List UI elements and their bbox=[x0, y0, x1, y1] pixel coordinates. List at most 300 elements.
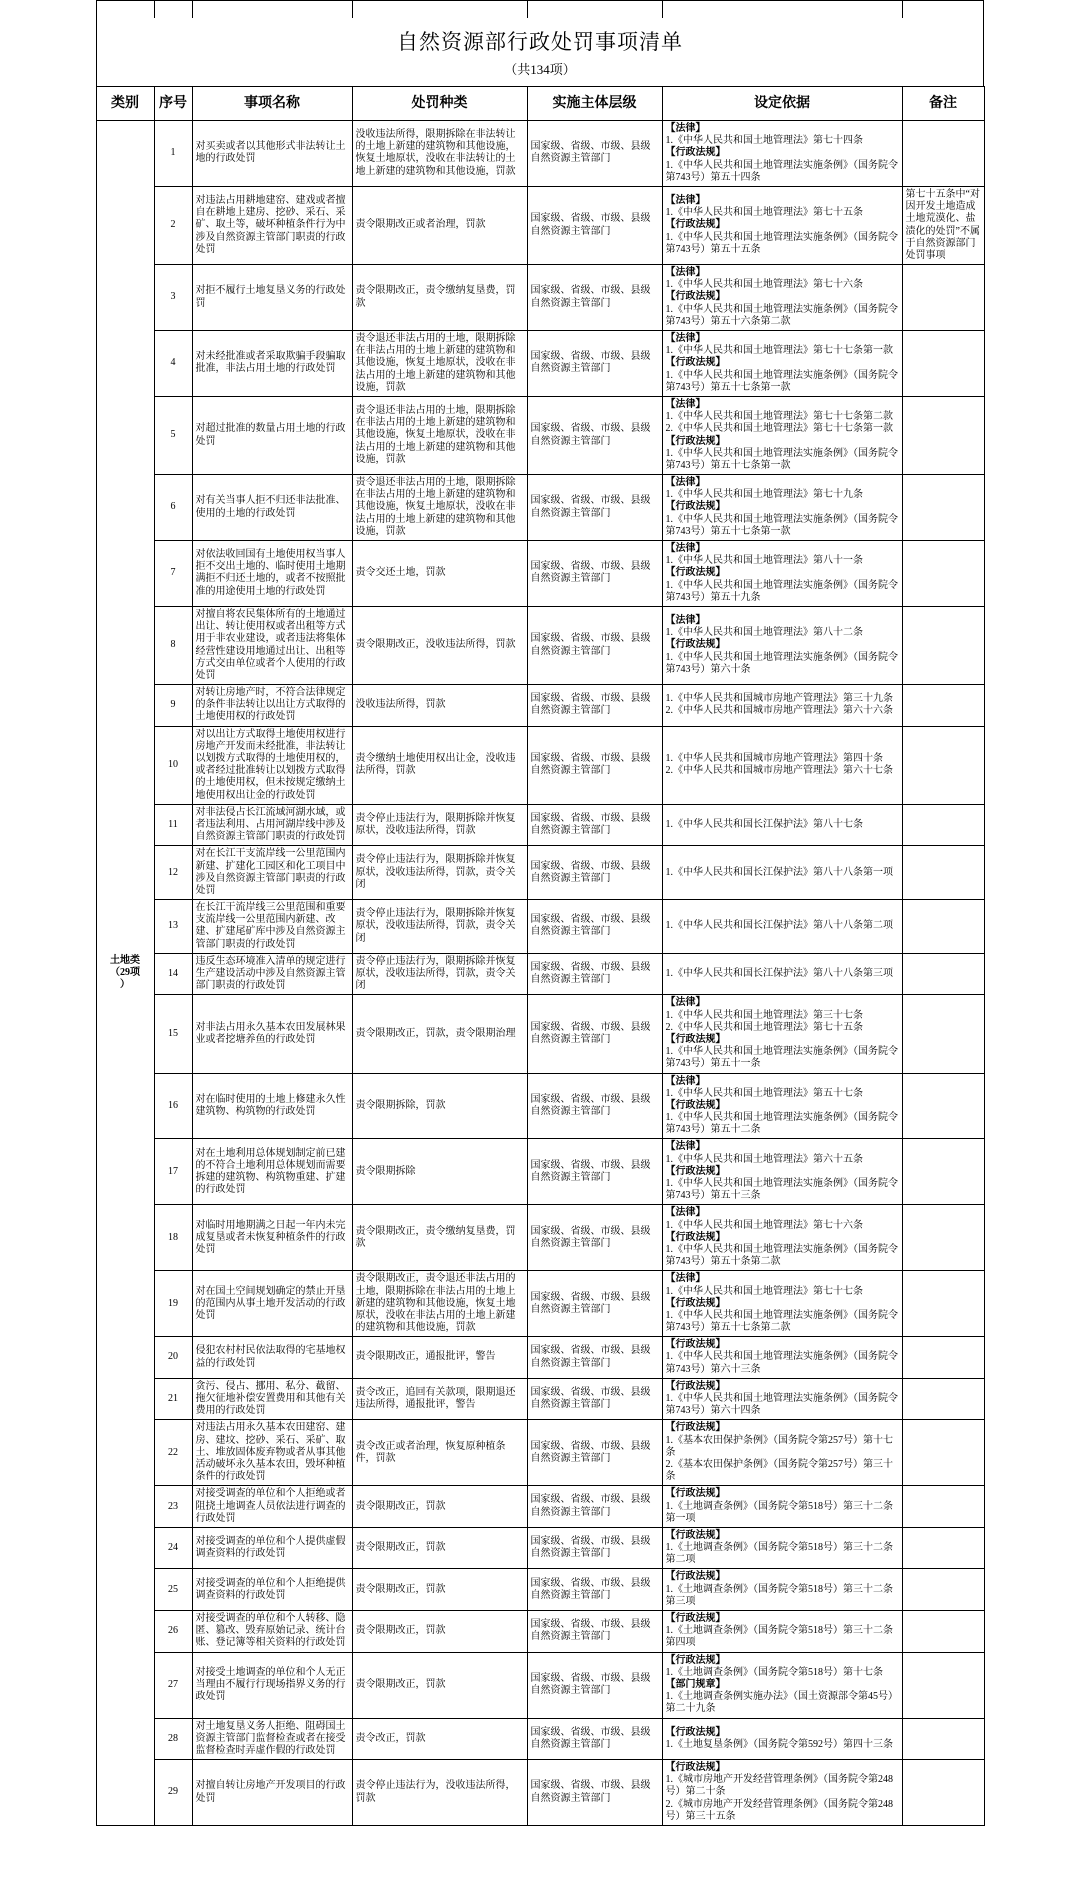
cell-implementing-authority: 国家级、省级、市级、县级自然资源主管部门 bbox=[527, 995, 662, 1073]
legal-basis-line: 【法律】 bbox=[665, 615, 706, 627]
table-row bbox=[96, 900, 984, 954]
table-row bbox=[96, 953, 984, 995]
strip-cell-basis bbox=[663, 1, 903, 18]
legal-basis-line: 【行政法规】 bbox=[665, 1033, 726, 1045]
table-row bbox=[96, 606, 984, 684]
legal-basis-line: 2.《中华人民共和国城市房地产管理法》第六十七条 bbox=[665, 765, 893, 777]
legal-basis-line: 1.《中华人民共和国土地管理法》第七十七条 bbox=[665, 1285, 863, 1297]
header-no: 序号 bbox=[154, 87, 192, 121]
cell-penalty-type: 没收违法所得，罚款 bbox=[352, 685, 527, 727]
cell-remark: 第七十五条中“对因开发土地造成土地荒漠化、盐渍化的处罚”不属于自然资源部门处罚事项 bbox=[902, 186, 984, 264]
cell-item-name: 对接受调查的单位和个人拒绝提供调查资料的行政处罚 bbox=[192, 1569, 352, 1611]
legal-basis-line: 2.《城市房地产开发经营管理条例》（国务院令第248号）第三十五条 bbox=[665, 1798, 893, 1822]
header-note: 备注 bbox=[902, 87, 984, 121]
legal-basis-line: 【法律】 bbox=[665, 398, 706, 410]
cell-penalty-type: 责令限期改正，通报批评，警告 bbox=[352, 1337, 527, 1379]
strip-cell-category bbox=[97, 1, 155, 18]
cell-legal-basis bbox=[662, 121, 902, 187]
cell-item-name: 对临时用地期满之日起一年内未完成复垦或者未恢复种植条件的行政处罚 bbox=[192, 1205, 352, 1271]
cell-penalty-type: 没收违法所得，限期拆除在非法转让的土地上新建的建筑物和其他设施，恢复土地原状，没收在非法转让的土地上新建的建筑物和其他设施，罚款 bbox=[352, 121, 527, 187]
cell-remark bbox=[902, 265, 984, 331]
cell-item-name: 对超过批准的数量占用土地的行政处罚 bbox=[192, 396, 352, 474]
cell-item-name: 对违法占用永久基本农田建窑、建房、建坟、挖砂、采石、采矿、取土、堆放固体废弃物或者从事其他活动破坏永久基本农田，毁坏种植条件的行政处罚 bbox=[192, 1420, 352, 1486]
cell-implementing-authority: 国家级、省级、市级、县级自然资源主管部门 bbox=[527, 1420, 662, 1486]
legal-basis-line: 1.《土地复垦条例》（国务院令第592号）第四十三条 bbox=[665, 1738, 893, 1750]
cell-item-name: 对在临时使用的土地上修建永久性建筑物、构筑物的行政处罚 bbox=[192, 1073, 352, 1139]
legal-basis-line: 1.《中华人民共和国土地管理法》第七十七条第二款 bbox=[665, 411, 893, 423]
legal-basis-line: 1.《中华人民共和国土地管理法》第三十七条 bbox=[665, 1009, 863, 1021]
legal-basis-line: 1.《中华人民共和国土地管理法实施条例》（国务院令第743号）第六十三条 bbox=[665, 1351, 898, 1375]
legal-basis-line: 1.《土地调查条例》（国务院令第518号）第三十二条第一项 bbox=[665, 1500, 893, 1524]
legal-basis-line: 【行政法规】 bbox=[665, 219, 726, 231]
legal-basis-line: 1.《城市房地产开发经营管理条例》（国务院令第248号）第二十条 bbox=[665, 1774, 893, 1798]
legal-basis-line: 1.《中华人民共和国土地管理法》第五十七条 bbox=[665, 1087, 863, 1099]
cell-remark bbox=[902, 726, 984, 804]
cell-penalty-type: 责令限期拆除 bbox=[352, 1139, 527, 1205]
cell-remark bbox=[902, 846, 984, 900]
table-row bbox=[96, 1271, 984, 1337]
legal-basis-line: 1.《中华人民共和国土地管理法实施条例》（国务院令第743号）第五十七条第一款 bbox=[665, 369, 898, 393]
cell-penalty-type: 责令缴纳土地使用权出让金，没收违法所得，罚款 bbox=[352, 726, 527, 804]
cell-legal-basis bbox=[662, 804, 902, 846]
legal-basis-line: 【行政法规】 bbox=[665, 1488, 726, 1500]
cell-penalty-type: 责令限期改正，责令缴纳复垦费，罚款 bbox=[352, 265, 527, 331]
legal-basis-line: 1.《中华人民共和国土地管理法实施条例》（国务院令第743号）第五十四条 bbox=[665, 159, 898, 183]
penalty-items-table bbox=[96, 86, 985, 1826]
cell-serial-number: 12 bbox=[154, 846, 192, 900]
cell-serial-number: 11 bbox=[154, 804, 192, 846]
legal-basis-line: 2.《中华人民共和国土地管理法》第七十五条 bbox=[665, 1021, 863, 1033]
cell-penalty-type: 责令限期改正，罚款 bbox=[352, 1569, 527, 1611]
table-row bbox=[96, 1569, 984, 1611]
cell-legal-basis bbox=[662, 331, 902, 397]
legal-basis-line: 【行政法规】 bbox=[665, 1165, 726, 1177]
legal-basis-line: 【行政法规】 bbox=[665, 1762, 726, 1774]
cell-remark bbox=[902, 1271, 984, 1337]
cell-item-name: 对在土地利用总体规划制定前已建的不符合土地利用总体规划而需要拆建的建筑物、构筑物重建、扩建的行政处罚 bbox=[192, 1139, 352, 1205]
table-row bbox=[96, 1611, 984, 1653]
cell-remark bbox=[902, 1652, 984, 1718]
legal-basis-line: 1.《中华人民共和国土地管理法》第七十四条 bbox=[665, 135, 863, 147]
cell-penalty-type: 责令停止违法行为，限期拆除并恢复原状，没收违法所得，罚款，责令关闭 bbox=[352, 900, 527, 954]
legal-basis-line: 1.《土地调查条例》（国务院令第518号）第三十二条第三项 bbox=[665, 1583, 893, 1607]
cell-legal-basis bbox=[662, 1760, 902, 1826]
cell-implementing-authority: 国家级、省级、市级、县级自然资源主管部门 bbox=[527, 726, 662, 804]
cell-serial-number: 21 bbox=[154, 1378, 192, 1420]
cell-legal-basis bbox=[662, 1205, 902, 1271]
cell-remark bbox=[902, 1527, 984, 1569]
cell-penalty-type: 责令限期改正或者治理，罚款 bbox=[352, 186, 527, 264]
legal-basis-line: 1.《中华人民共和国土地管理法实施条例》（国务院令第743号）第五十七条第二款 bbox=[665, 1309, 898, 1334]
table-row bbox=[96, 726, 984, 804]
table-row bbox=[96, 1527, 984, 1569]
legal-basis-line: 1.《中华人民共和国土地管理法》第八十一条 bbox=[665, 555, 863, 567]
cell-serial-number: 17 bbox=[154, 1139, 192, 1205]
cell-penalty-type: 责令限期改正，责令退还非法占用的土地，限期拆除在非法占用的土地上新建的建筑物和其他设施，恢复土地原状，没收在非法占用的土地上新建的建筑物和其他设施，罚款 bbox=[352, 1271, 527, 1337]
cell-implementing-authority: 国家级、省级、市级、县级自然资源主管部门 bbox=[527, 265, 662, 331]
cell-remark bbox=[902, 1611, 984, 1653]
cell-remark bbox=[902, 475, 984, 541]
cell-remark bbox=[902, 1073, 984, 1139]
cell-remark bbox=[902, 331, 984, 397]
cell-legal-basis bbox=[662, 265, 902, 331]
cell-penalty-type: 责令退还非法占用的土地，限期拆除在非法占用的土地上新建的建筑物和其他设施，恢复土地原状，没收在非法占用的土地上新建的建筑物和其他设施，罚款 bbox=[352, 475, 527, 541]
cell-item-name: 对依法收回国有土地使用权当事人拒不交出土地的、临时使用土地期满拒不归还土地的，或者不按照批准的用途使用土地的行政处罚 bbox=[192, 541, 352, 607]
cell-implementing-authority: 国家级、省级、市级、县级自然资源主管部门 bbox=[527, 606, 662, 684]
cell-item-name: 对接受土地调查的单位和个人无正当理由不履行行现场指界义务的行政处罚 bbox=[192, 1652, 352, 1718]
cell-remark bbox=[902, 1760, 984, 1826]
cell-serial-number: 24 bbox=[154, 1527, 192, 1569]
category-line: ） bbox=[120, 979, 130, 991]
cell-remark bbox=[902, 1337, 984, 1379]
table-row bbox=[96, 1486, 984, 1528]
table-row bbox=[96, 265, 984, 331]
legal-basis-line: 【行政法规】 bbox=[665, 1231, 726, 1243]
cell-legal-basis bbox=[662, 541, 902, 607]
cell-serial-number: 14 bbox=[154, 953, 192, 995]
table-row bbox=[96, 995, 984, 1073]
legal-basis-line: 【行政法规】 bbox=[665, 639, 726, 651]
cell-serial-number: 9 bbox=[154, 685, 192, 727]
cell-legal-basis bbox=[662, 1527, 902, 1569]
cell-serial-number: 18 bbox=[154, 1205, 192, 1271]
legal-basis-line: 【部门规章】 bbox=[665, 1678, 726, 1690]
cell-serial-number: 8 bbox=[154, 606, 192, 684]
document-title: 自然资源部行政处罚事项清单 bbox=[397, 30, 683, 54]
legal-basis-line: 【法律】 bbox=[665, 1207, 706, 1219]
table-row bbox=[96, 1337, 984, 1379]
legal-basis-line: 1.《中华人民共和国长江保护法》第八十八条第三项 bbox=[665, 968, 893, 979]
legal-basis-line: 1.《中华人民共和国城市房地产管理法》第四十条 bbox=[665, 753, 883, 764]
legal-basis-line: 1.《中华人民共和国土地管理法实施条例》（国务院令第743号）第五十六条第二款 bbox=[665, 303, 898, 327]
cell-legal-basis bbox=[662, 1073, 902, 1139]
cell-implementing-authority: 国家级、省级、市级、县级自然资源主管部门 bbox=[527, 475, 662, 541]
cell-item-name: 侵犯农村村民依法取得的宅基地权益的行政处罚 bbox=[192, 1337, 352, 1379]
cell-serial-number: 13 bbox=[154, 900, 192, 954]
cell-remark bbox=[902, 396, 984, 474]
category-line: 土地类 bbox=[110, 954, 140, 966]
cell-serial-number: 23 bbox=[154, 1486, 192, 1528]
cell-serial-number: 29 bbox=[154, 1760, 192, 1826]
cell-remark bbox=[902, 995, 984, 1073]
cell-legal-basis bbox=[662, 186, 902, 264]
cell-implementing-authority: 国家级、省级、市级、县级自然资源主管部门 bbox=[527, 846, 662, 900]
cell-legal-basis bbox=[662, 995, 902, 1073]
cell-implementing-authority: 国家级、省级、市级、县级自然资源主管部门 bbox=[527, 121, 662, 187]
top-column-strip bbox=[96, 0, 984, 18]
cell-implementing-authority: 国家级、省级、市级、县级自然资源主管部门 bbox=[527, 804, 662, 846]
cell-penalty-type: 责令限期改正，罚款 bbox=[352, 1486, 527, 1528]
cell-legal-basis bbox=[662, 1420, 902, 1486]
table-row bbox=[96, 1073, 984, 1139]
cell-penalty-type: 责令改正，罚款 bbox=[352, 1718, 527, 1760]
cell-implementing-authority: 国家级、省级、市级、县级自然资源主管部门 bbox=[527, 1139, 662, 1205]
cell-legal-basis bbox=[662, 726, 902, 804]
table-row bbox=[96, 1652, 984, 1718]
cell-item-name: 在长江干流岸线三公里范围和重要支流岸线一公里范围内新建、改建、扩建尾矿库中涉及自然资源主管部门职责的行政处罚 bbox=[192, 900, 352, 954]
cell-remark bbox=[902, 953, 984, 995]
legal-basis-line: 【行政法规】 bbox=[665, 567, 726, 579]
table-row bbox=[96, 121, 984, 187]
cell-legal-basis bbox=[662, 606, 902, 684]
legal-basis-line: 【行政法规】 bbox=[665, 435, 726, 447]
category-line: （29项 bbox=[110, 966, 140, 978]
cell-implementing-authority: 国家级、省级、市级、县级自然资源主管部门 bbox=[527, 186, 662, 264]
cell-item-name: 对擅自转让房地产开发项目的行政处罚 bbox=[192, 1760, 352, 1826]
legal-basis-line: 1.《中华人民共和国土地管理法实施条例》（国务院令第743号）第五十七条第一款 bbox=[665, 513, 898, 537]
legal-basis-line: 1.《土地调查条例》（国务院令第518号）第十七条 bbox=[665, 1666, 883, 1678]
cell-remark bbox=[902, 685, 984, 727]
legal-basis-line: 【行政法规】 bbox=[665, 357, 726, 369]
cell-remark bbox=[902, 1486, 984, 1528]
table-header-row bbox=[96, 87, 984, 121]
header-type: 处罚种类 bbox=[352, 87, 527, 121]
legal-basis-line: 1.《土地调查条例》（国务院令第518号）第三十二条第四项 bbox=[665, 1625, 893, 1649]
cell-serial-number: 26 bbox=[154, 1611, 192, 1653]
cell-remark bbox=[902, 541, 984, 607]
legal-basis-line: 1.《基本农田保护条例》（国务院令第257号）第十七条 bbox=[665, 1434, 893, 1458]
cell-item-name: 对非法占用永久基本农田发展林果业或者挖塘养鱼的行政处罚 bbox=[192, 995, 352, 1073]
legal-basis-line: 【法律】 bbox=[665, 267, 706, 279]
category-cell bbox=[96, 121, 154, 1826]
cell-serial-number: 22 bbox=[154, 1420, 192, 1486]
legal-basis-line: 1.《中华人民共和国土地管理法》第六十五条 bbox=[665, 1153, 863, 1165]
cell-implementing-authority: 国家级、省级、市级、县级自然资源主管部门 bbox=[527, 1569, 662, 1611]
cell-item-name: 对未经批准或者采取欺骗手段骗取批准，非法占用土地的行政处罚 bbox=[192, 331, 352, 397]
legal-basis-line: 1.《中华人民共和国土地管理法实施条例》（国务院令第743号）第六十四条 bbox=[665, 1393, 898, 1417]
cell-item-name: 违反生态环境准入清单的规定进行生产建设活动中涉及自然资源主管部门职责的行政处罚 bbox=[192, 953, 352, 995]
cell-implementing-authority: 国家级、省级、市级、县级自然资源主管部门 bbox=[527, 1271, 662, 1337]
cell-legal-basis bbox=[662, 1652, 902, 1718]
cell-serial-number: 15 bbox=[154, 995, 192, 1073]
cell-penalty-type: 责令停止违法行为，限期拆除并恢复原状，没收违法所得，罚款，责令关闭 bbox=[352, 953, 527, 995]
cell-serial-number: 1 bbox=[154, 121, 192, 187]
cell-legal-basis bbox=[662, 1486, 902, 1528]
legal-basis-line: 【法律】 bbox=[665, 333, 706, 344]
cell-serial-number: 28 bbox=[154, 1718, 192, 1760]
legal-basis-line: 1.《中华人民共和国土地管理法实施条例》（国务院令第743号）第五十九条 bbox=[665, 579, 898, 603]
header-org: 实施主体层级 bbox=[527, 87, 662, 121]
cell-implementing-authority: 国家级、省级、市级、县级自然资源主管部门 bbox=[527, 1073, 662, 1139]
cell-implementing-authority: 国家级、省级、市级、县级自然资源主管部门 bbox=[527, 1378, 662, 1420]
strip-cell-note bbox=[903, 1, 983, 18]
cell-remark bbox=[902, 1718, 984, 1760]
cell-implementing-authority: 国家级、省级、市级、县级自然资源主管部门 bbox=[527, 541, 662, 607]
table-row bbox=[96, 1420, 984, 1486]
cell-serial-number: 10 bbox=[154, 726, 192, 804]
cell-penalty-type: 责令限期改正，罚款 bbox=[352, 1652, 527, 1718]
cell-remark bbox=[902, 1420, 984, 1486]
cell-item-name: 对擅自将农民集体所有的土地通过出让、转让使用权或者出租等方式用于非农业建设，或者违法将集体经营性建设用地通过出让、出租等方式交由单位或者个人使用的行政处罚 bbox=[192, 606, 352, 684]
cell-implementing-authority: 国家级、省级、市级、县级自然资源主管部门 bbox=[527, 1205, 662, 1271]
table-row bbox=[96, 1139, 984, 1205]
table-row bbox=[96, 685, 984, 727]
cell-item-name: 贪污、侵占、挪用、私分、截留、拖欠征地补偿安置费用和其他有关费用的行政处罚 bbox=[192, 1378, 352, 1420]
legal-basis-line: 1.《中华人民共和国长江保护法》第八十八条第一项 bbox=[665, 866, 893, 878]
legal-basis-line: 【行政法规】 bbox=[665, 501, 726, 513]
table-body bbox=[96, 121, 984, 1826]
legal-basis-line: 【法律】 bbox=[665, 1273, 706, 1285]
legal-basis-line: 【行政法规】 bbox=[665, 1654, 726, 1666]
cell-item-name: 对以出让方式取得土地使用权进行房地产开发而未经批准，非法转让以划拨方式取得的土地使用权的，或者经过批准转让以划拨方式取得的土地使用权，但未按规定缴纳土地使用权出让金的行政处罚 bbox=[192, 726, 352, 804]
cell-serial-number: 7 bbox=[154, 541, 192, 607]
cell-remark bbox=[902, 900, 984, 954]
cell-legal-basis bbox=[662, 1378, 902, 1420]
cell-implementing-authority: 国家级、省级、市级、县级自然资源主管部门 bbox=[527, 953, 662, 995]
cell-remark bbox=[902, 1378, 984, 1420]
legal-basis-line: 【行政法规】 bbox=[665, 1339, 726, 1351]
cell-item-name: 对违法占用耕地建窑、建戏或者擅自在耕地上建房、挖砂、采石、采矿、取土等，破坏种植条件行为中涉及自然资源主管部门职责的行政处罚 bbox=[192, 186, 352, 264]
cell-implementing-authority: 国家级、省级、市级、县级自然资源主管部门 bbox=[527, 331, 662, 397]
cell-item-name: 对在国土空间规划确定的禁止开垦的范围内从事土地开发活动的行政处罚 bbox=[192, 1271, 352, 1337]
strip-cell-no bbox=[155, 1, 193, 18]
legal-basis-line: 1.《中华人民共和国土地管理法实施条例》（国务院令第743号）第五十二条 bbox=[665, 1112, 898, 1136]
cell-legal-basis bbox=[662, 900, 902, 954]
legal-basis-line: 1.《中华人民共和国土地管理法实施条例》（国务院令第743号）第五十条第二款 bbox=[665, 1243, 898, 1268]
legal-basis-line: 【行政法规】 bbox=[665, 147, 726, 159]
cell-serial-number: 5 bbox=[154, 396, 192, 474]
legal-basis-line: 1.《中华人民共和国土地管理法》第八十二条 bbox=[665, 627, 863, 639]
cell-penalty-type: 责令限期改正，罚款 bbox=[352, 1611, 527, 1653]
table-row bbox=[96, 541, 984, 607]
cell-penalty-type: 责令交还土地，罚款 bbox=[352, 541, 527, 607]
cell-penalty-type: 责令改正，追回有关款项，限期退还违法所得，通报批评，警告 bbox=[352, 1378, 527, 1420]
cell-item-name: 对有关当事人拒不归还非法批准、使用的土地的行政处罚 bbox=[192, 475, 352, 541]
legal-basis-line: 2.《中华人民共和国城市房地产管理法》第六十六条 bbox=[665, 705, 893, 717]
cell-legal-basis bbox=[662, 953, 902, 995]
table-row bbox=[96, 475, 984, 541]
document-subtitle: （共134项） bbox=[504, 62, 576, 77]
cell-remark bbox=[902, 1139, 984, 1205]
legal-basis-line: 1.《中华人民共和国土地管理法实施条例》（国务院令第743号）第五十七条第一款 bbox=[665, 447, 898, 471]
legal-basis-line: 1.《中华人民共和国长江保护法》第八十八条第二项 bbox=[665, 920, 893, 932]
legal-basis-line: 【法律】 bbox=[665, 1141, 706, 1153]
legal-basis-line: 2.《中华人民共和国土地管理法》第七十七条第一款 bbox=[665, 423, 893, 435]
legal-basis-line: 【法律】 bbox=[665, 1075, 706, 1087]
cell-implementing-authority: 国家级、省级、市级、县级自然资源主管部门 bbox=[527, 1652, 662, 1718]
legal-basis-line: 【行政法规】 bbox=[665, 1726, 726, 1738]
cell-item-name: 对接受调查的单位和个人拒绝或者阻挠土地调查人员依法进行调查的行政处罚 bbox=[192, 1486, 352, 1528]
cell-penalty-type: 责令限期改正，没收违法所得，罚款 bbox=[352, 606, 527, 684]
cell-penalty-type: 责令停止违法行为，限期拆除并恢复原状，没收违法所得，罚款，责令关闭 bbox=[352, 846, 527, 900]
legal-basis-line: 1.《中华人民共和国土地管理法实施条例》（国务院令第743号）第五十一条 bbox=[665, 1046, 898, 1070]
cell-serial-number: 25 bbox=[154, 1569, 192, 1611]
cell-legal-basis bbox=[662, 1139, 902, 1205]
cell-item-name: 对非法侵占长江流域河湖水域，或者违法利用、占用河湖岸线中涉及自然资源主管部门职责的行政处罚 bbox=[192, 804, 352, 846]
legal-basis-line: 1.《中华人民共和国土地管理法》第七十五条 bbox=[665, 207, 863, 219]
table-row bbox=[96, 186, 984, 264]
legal-basis-line: 【法律】 bbox=[665, 195, 706, 207]
legal-basis-line: 【行政法规】 bbox=[665, 1297, 726, 1309]
cell-legal-basis bbox=[662, 1337, 902, 1379]
header-basis: 设定依据 bbox=[662, 87, 902, 121]
cell-legal-basis bbox=[662, 396, 902, 474]
cell-remark bbox=[902, 121, 984, 187]
legal-basis-line: 【行政法规】 bbox=[665, 1422, 726, 1434]
cell-legal-basis bbox=[662, 685, 902, 727]
cell-implementing-authority: 国家级、省级、市级、县级自然资源主管部门 bbox=[527, 685, 662, 727]
cell-implementing-authority: 国家级、省级、市级、县级自然资源主管部门 bbox=[527, 1611, 662, 1653]
cell-item-name: 对转让房地产时，不符合法律规定的条件非法转让以出让方式取得的土地使用权的行政处罚 bbox=[192, 685, 352, 727]
legal-basis-line: 1.《中华人民共和国土地管理法》第七十六条 bbox=[665, 1219, 863, 1231]
cell-legal-basis bbox=[662, 1718, 902, 1760]
cell-serial-number: 19 bbox=[154, 1271, 192, 1337]
cell-penalty-type: 责令限期改正，罚款 bbox=[352, 1527, 527, 1569]
table-row bbox=[96, 1718, 984, 1760]
cell-implementing-authority: 国家级、省级、市级、县级自然资源主管部门 bbox=[527, 1760, 662, 1826]
legal-basis-line: 1.《土地调查条例实施办法》（国土资源部令第45号）第二十九条 bbox=[665, 1691, 898, 1715]
cell-item-name: 对接受调查的单位和个人转移、隐匿、篡改、毁弃原始记录、统计台账、登记簿等相关资料的行政处罚 bbox=[192, 1611, 352, 1653]
table-row bbox=[96, 846, 984, 900]
cell-implementing-authority: 国家级、省级、市级、县级自然资源主管部门 bbox=[527, 396, 662, 474]
cell-remark bbox=[902, 804, 984, 846]
table-row bbox=[96, 1378, 984, 1420]
table-row bbox=[96, 396, 984, 474]
header-name: 事项名称 bbox=[192, 87, 352, 121]
table-row bbox=[96, 331, 984, 397]
cell-item-name: 对在长江干支流岸线一公里范围内新建、扩建化工园区和化工项目中涉及自然资源主管部门职责的行政处罚 bbox=[192, 846, 352, 900]
legal-basis-line: 【行政法规】 bbox=[665, 1380, 726, 1392]
legal-basis-line: 1.《中华人民共和国长江保护法》第八十七条 bbox=[665, 818, 863, 830]
cell-remark bbox=[902, 1569, 984, 1611]
legal-basis-line: 【行政法规】 bbox=[665, 1099, 726, 1111]
cell-remark bbox=[902, 1205, 984, 1271]
legal-basis-line: 1.《中华人民共和国土地管理法》第七十七条第一款 bbox=[665, 345, 893, 357]
legal-basis-line: 1.《中华人民共和国土地管理法》第七十九条 bbox=[665, 489, 863, 501]
table-row bbox=[96, 804, 984, 846]
legal-basis-line: 【法律】 bbox=[665, 123, 706, 134]
cell-serial-number: 3 bbox=[154, 265, 192, 331]
strip-cell-org bbox=[528, 1, 663, 18]
cell-implementing-authority: 国家级、省级、市级、县级自然资源主管部门 bbox=[527, 1486, 662, 1528]
cell-legal-basis bbox=[662, 475, 902, 541]
cell-legal-basis bbox=[662, 1569, 902, 1611]
cell-penalty-type: 责令停止违法行为，没收违法所得，罚款 bbox=[352, 1760, 527, 1826]
cell-penalty-type: 责令限期改正，罚款，责令限期治理 bbox=[352, 995, 527, 1073]
legal-basis-line: 【法律】 bbox=[665, 997, 706, 1009]
strip-cell-type bbox=[353, 1, 528, 18]
cell-implementing-authority: 国家级、省级、市级、县级自然资源主管部门 bbox=[527, 900, 662, 954]
cell-penalty-type: 责令停止违法行为，限期拆除并恢复原状，没收违法所得，罚款 bbox=[352, 804, 527, 846]
cell-remark bbox=[902, 606, 984, 684]
legal-basis-line: 【行政法规】 bbox=[665, 1613, 726, 1624]
legal-basis-line: 【行政法规】 bbox=[665, 291, 726, 303]
header-category: 类别 bbox=[96, 87, 154, 121]
cell-serial-number: 4 bbox=[154, 331, 192, 397]
cell-item-name: 对买卖或者以其他形式非法转让土地的行政处罚 bbox=[192, 121, 352, 187]
legal-basis-line: 1.《中华人民共和国土地管理法实施条例》（国务院令第743号）第五十五条 bbox=[665, 231, 898, 255]
cell-penalty-type: 责令限期改正，责令缴纳复垦费，罚款 bbox=[352, 1205, 527, 1271]
cell-serial-number: 16 bbox=[154, 1073, 192, 1139]
legal-basis-line: 【行政法规】 bbox=[665, 1529, 726, 1541]
legal-basis-line: 2.《基本农田保护条例》（国务院令第257号）第三十条 bbox=[665, 1458, 893, 1483]
cell-penalty-type: 责令退还非法占用的土地，限期拆除在非法占用的土地上新建的建筑物和其他设施，恢复土地原状，没收在非法占用的土地上新建的建筑物和其他设施，罚款 bbox=[352, 396, 527, 474]
legal-basis-line: 1.《中华人民共和国城市房地产管理法》第三十九条 bbox=[665, 693, 893, 705]
legal-basis-line: 1.《中华人民共和国土地管理法》第七十六条 bbox=[665, 279, 863, 291]
cell-serial-number: 27 bbox=[154, 1652, 192, 1718]
strip-cell-name bbox=[193, 1, 353, 18]
table-row bbox=[96, 1760, 984, 1826]
cell-legal-basis bbox=[662, 1271, 902, 1337]
cell-penalty-type: 责令改正或者治理，恢复原种植条件，罚款 bbox=[352, 1420, 527, 1486]
cell-item-name: 对土地复垦义务人拒绝、阻碍国土资源主管部门监督检查或者在接受监督检查时弄虚作假的行政处罚 bbox=[192, 1718, 352, 1760]
cell-legal-basis bbox=[662, 846, 902, 900]
legal-basis-line: 1.《中华人民共和国土地管理法实施条例》（国务院令第743号）第六十条 bbox=[665, 651, 898, 675]
legal-basis-line: 【法律】 bbox=[665, 543, 706, 554]
cell-penalty-type: 责令退还非法占用的土地，限期拆除在非法占用的土地上新建的建筑物和其他设施，恢复土地原状，没收在非法占用的土地上新建的建筑物和其他设施，罚款 bbox=[352, 331, 527, 397]
cell-implementing-authority: 国家级、省级、市级、县级自然资源主管部门 bbox=[527, 1527, 662, 1569]
cell-item-name: 对接受调查的单位和个人提供虚假调查资料的行政处罚 bbox=[192, 1527, 352, 1569]
